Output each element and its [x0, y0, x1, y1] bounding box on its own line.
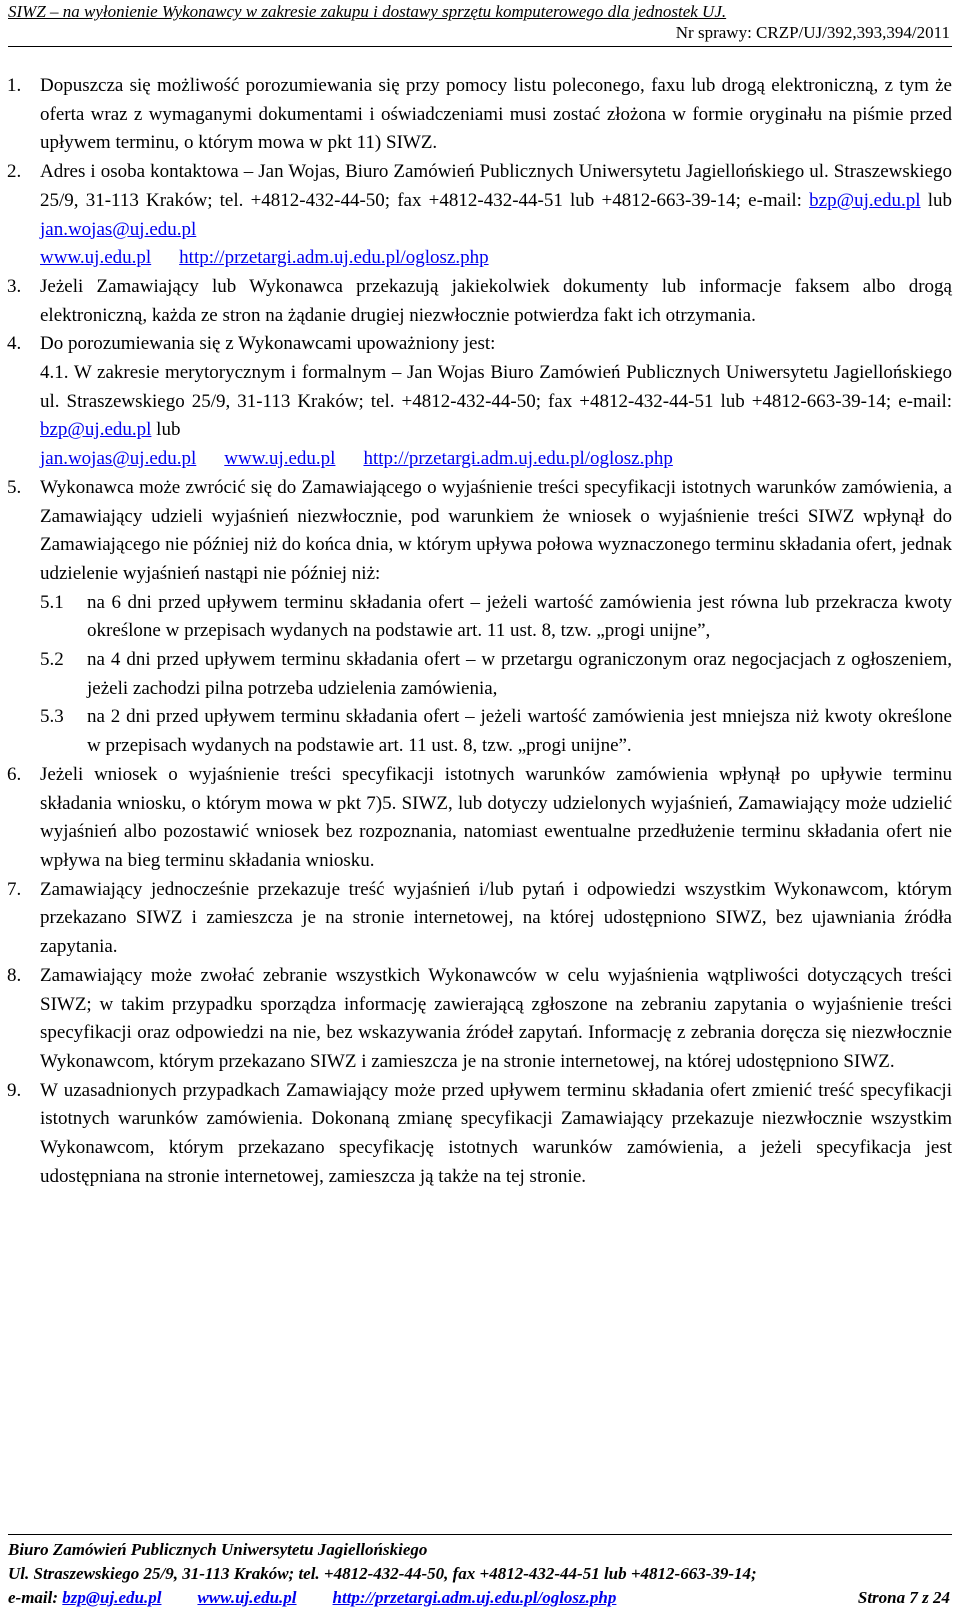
sub-item [7, 703, 952, 760]
list-item [7, 876, 952, 962]
document-title: SIWZ – na wyłonienie Wykonawcy w zakresie zakupu i dostawy sprzętu komputerowego dla jednostek UJ. [8, 2, 727, 21]
item-text: Do porozumiewania się z Wykonawcami upoważniony jest: [40, 333, 496, 355]
item-number: 1. [7, 75, 22, 96]
item-number: 4. [7, 333, 22, 355]
list-item [7, 72, 952, 158]
email-link-bzp[interactable]: bzp@uj.edu.pl [40, 419, 152, 441]
footer-address: Ul. Straszewskiego 25/9, 31-113 Kraków; tel. +4812-432-44-50, fax +4812-432-44-51 lub +4812-663-39-14; [8, 1564, 757, 1583]
list-item [7, 1077, 952, 1192]
item-text: na 6 dni przed upływem terminu składania ofert – jeżeli wartość zamówienia jest równa lub przekracza kwoty określone w przepisach wydanych na podstawie art. 11 ust. 8, tzw. „progi unijne”, [87, 591, 952, 642]
footer-email-label: e-mail: [8, 1588, 59, 1607]
sub-item [7, 589, 952, 646]
case-number: Nr sprawy: CRZP/UJ/392,393,394/2011 [675, 23, 950, 42]
item-text: Jeżeli Zamawiający lub Wykonawca przekazują jakiekolwiek dokumenty lub informacje faksem albo drogą elektroniczną, każda ze stron na żądanie drugiej niezwłocznie potwierdza fakt ich otrzymania. [40, 275, 952, 326]
item-number: 3. [7, 275, 22, 297]
item-text: Zamawiający jednocześnie przekazuje treść wyjaśnień i/lub pytań i odpowiedzi wszystkim Wykonawcom, którym przekazano SIWZ i zamieszcza je na stronie internetowej, na której udostępniono SIWZ, bez ujawniania źródła zapytania. [40, 878, 952, 958]
website-link[interactable]: www.uj.edu.pl [224, 448, 336, 470]
item-text: Jeżeli wniosek o wyjaśnienie treści specyfikacji istotnych warunków zamówienia wpłynął po upływie terminu składania wniosku, o którym mowa w pkt 7)5. SIWZ, lub dotyczy udzielonych wyjaśnień, Zamawiający może udzielić wyjaśnień albo pozostawić wniosek bez rozpoznania, natomiast ewentualne przedłużenie terminu składania ofert nie wpływa na bieg terminu składania wniosku. [40, 763, 952, 871]
item-text: Zamawiający może zwołać zebranie wszystkich Wykonawców w celu wyjaśnienia wątpliwości dotyczących treści SIWZ; w takim przypadku sporządza informację zawierającą zgłoszone na zebraniu zapytania o wyjaśnienie treści specyfikacji oraz odpowiedzi na nie, bez wskazywania źródeł zapytań. Informację z zebrania doręcza się niezwłocznie Wykonawcom, którym przekazano SIWZ i zamieszcza je na stronie internetowej, na której udostępniono SIWZ. [40, 964, 952, 1072]
page-number: Strona 7 z 24 [857, 1588, 950, 1607]
tender-link[interactable]: http://przetargi.adm.uj.edu.pl/oglosz.php [363, 448, 673, 470]
item-text: Adres i osoba kontaktowa – Jan Wojas, Biuro Zamówień Publicznych Uniwersytetu Jagiellońskiego ul. Straszewskiego 25/9, 31-113 Kraków; tel. +4812-432-44-50; fax +4812-432-44-51 lub +4812-663-39-14; e-mail: [40, 161, 952, 211]
item-text: Dopuszcza się możliwość porozumiewania się przy pomocy listu poleconego, faxu lub drogą elektroniczną, z tym że oferta wraz z wymaganymi dokumentami i oświadczeniami musi zostać złożona w formie oryginału na piśmie przed upływem terminu, o którym mowa w pkt 11) SIWZ. [40, 75, 952, 154]
page-header [8, 2, 952, 44]
footer-divider [8, 1534, 952, 1535]
item-text: na 4 dni przed upływem terminu składania ofert – w przetargu ograniczonym oraz negocjacjach z ogłoszeniem, jeżeli zachodzi pilna potrzeba udzielenia zamówienia, [87, 649, 952, 699]
email-link-bzp[interactable]: bzp@uj.edu.pl [809, 189, 921, 211]
item-number: 5.2 [40, 649, 64, 671]
list-item [7, 962, 952, 1077]
url-row [40, 244, 952, 273]
item-number: 4.1. [40, 362, 69, 384]
email-link-wojas[interactable]: jan.wojas@uj.edu.pl [40, 218, 197, 240]
list-item [7, 158, 952, 273]
footer-website-link[interactable]: www.uj.edu.pl [197, 1588, 297, 1607]
item-text: W zakresie merytorycznym i formalnym – Jan Wojas Biuro Zamówień Publicznych Uniwersytetu Jagiellońskiego ul. Straszewskiego 25/9, 31-113 Kraków; tel. +4812-432-44-50; fax +4812-432-44-51 lub +4812-663-39-14; e-mail: [40, 362, 952, 412]
email-link-wojas[interactable]: jan.wojas@uj.edu.pl [40, 448, 197, 470]
tender-link[interactable]: http://przetargi.adm.uj.edu.pl/oglosz.php [179, 247, 489, 269]
item-number: 8. [7, 964, 22, 986]
sub-item [7, 646, 952, 703]
item-text: na 2 dni przed upływem terminu składania ofert – jeżeli wartość zamówienia jest mniejsza niż kwoty określone w przepisach wydanych na podstawie art. 11 ust. 8, tzw. „progi unijne”. [87, 706, 952, 757]
item-number: 5. [7, 476, 22, 498]
website-link[interactable]: www.uj.edu.pl [40, 247, 152, 269]
item-text: Wykonawca może zwrócić się do Zamawiającego o wyjaśnienie treści specyfikacji istotnych warunków zamówienia, a Zamawiający udzieli wyjaśnień niezwłocznie, pod warunkiem że wniosek o wyjaśnienie treści SIWZ wpłynął do Zamawiającego nie później niż do końca dnia, w którym upływa połowa wyznaczonego terminu składania ofert, jednak udzielenie wyjaśnień nastąpi nie później niż: [40, 476, 952, 584]
list-item [7, 330, 952, 359]
item-number: 5.3 [40, 706, 64, 728]
item-number: 9. [7, 1079, 22, 1101]
conjunction: lub [156, 419, 181, 441]
list-item [7, 359, 952, 474]
item-number: 2. [7, 161, 22, 183]
footer-tender-link[interactable]: http://przetargi.adm.uj.edu.pl/oglosz.php [332, 1588, 617, 1607]
list-item [7, 474, 952, 589]
footer-email-link[interactable]: bzp@uj.edu.pl [62, 1588, 162, 1607]
list-item [7, 273, 952, 330]
conjunction: lub [927, 189, 953, 211]
list-item [7, 761, 952, 876]
item-number: 5.1 [40, 591, 64, 613]
page-footer [8, 1538, 952, 1610]
item-number: 7. [7, 878, 22, 900]
header-divider [8, 46, 952, 47]
item-text: W uzasadnionych przypadkach Zamawiający może przed upływem terminu składania ofert zmienić treść specyfikacji istotnych warunków zamówienia. Dokonaną zmianę specyfikacji Zamawiający przekazuje niezwłocznie wszystkim Wykonawcom, którym przekazano specyfikację istotnych warunków zamówienia, a jeżeli specyfikacja jest udostępniana na stronie internetowej, zamieszcza ją także na tej stronie. [40, 1079, 952, 1187]
footer-org: Biuro Zamówień Publicznych Uniwersytetu Jagiellońskiego [8, 1540, 428, 1559]
item-number: 6. [7, 763, 22, 785]
document-body [7, 72, 952, 1191]
footer-links [8, 1586, 952, 1610]
url-row [40, 445, 952, 474]
